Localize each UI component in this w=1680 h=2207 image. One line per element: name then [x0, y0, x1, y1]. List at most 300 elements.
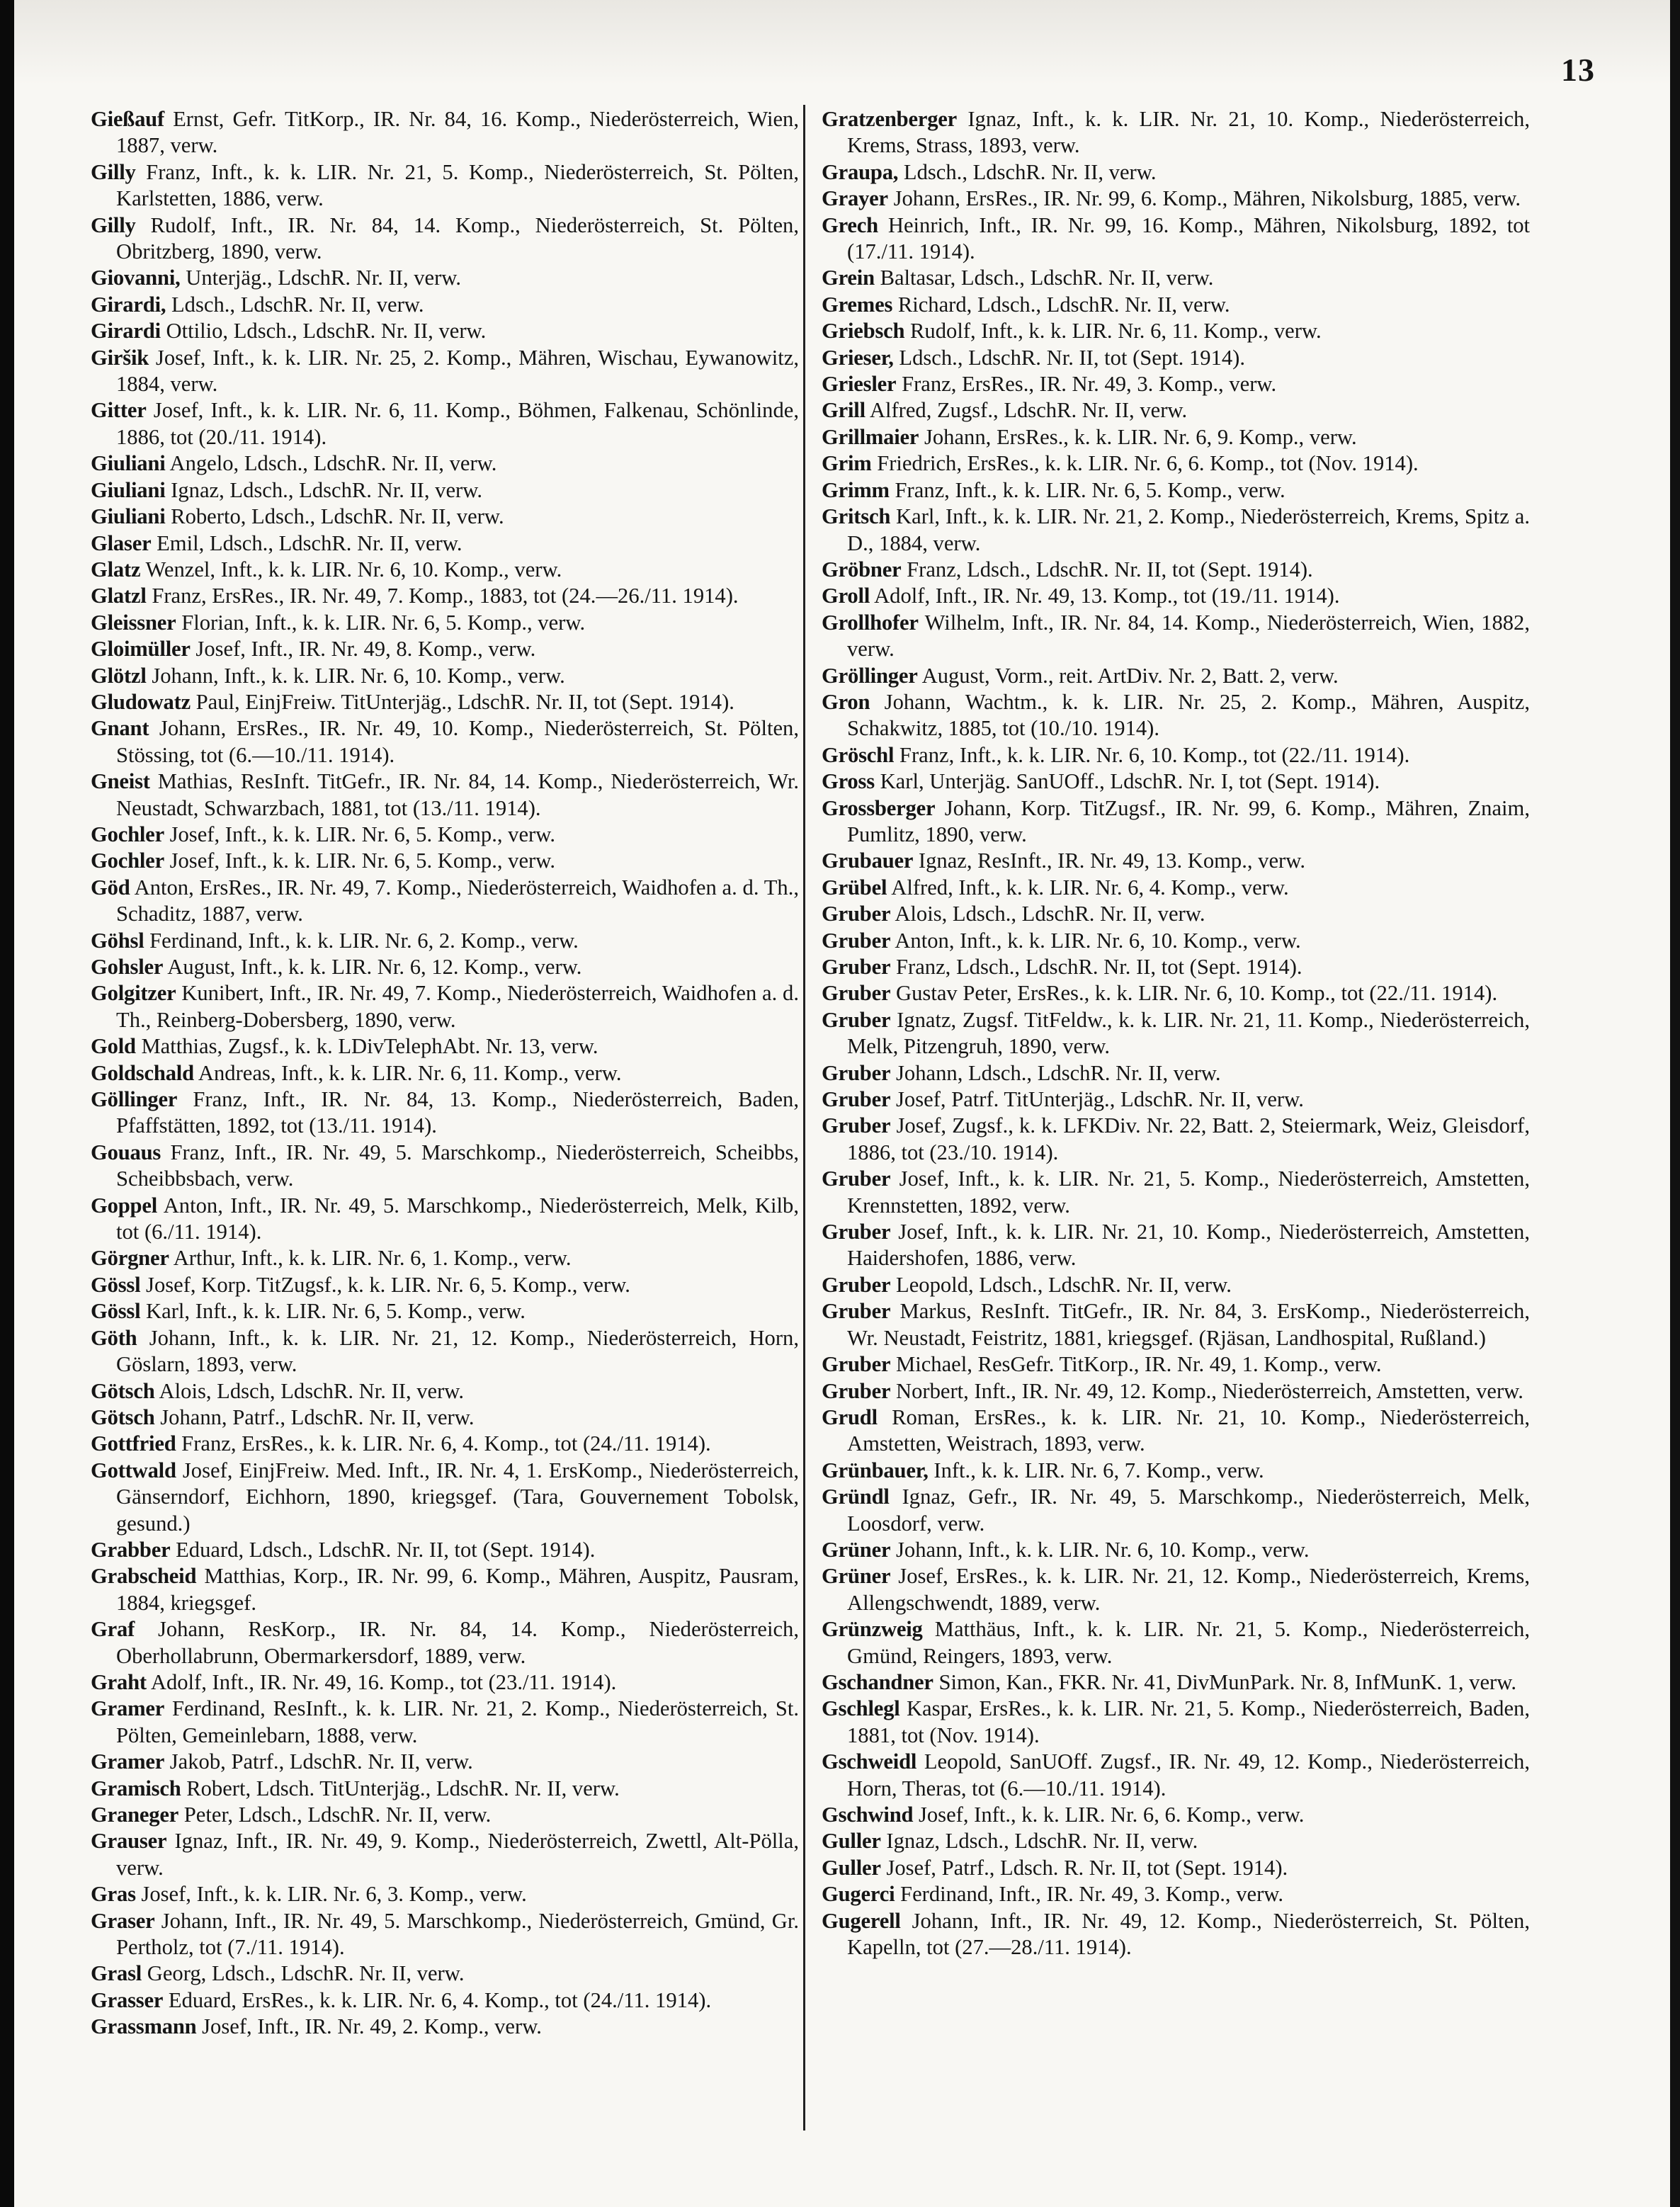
entry-details: Ignaz, Inft., IR. Nr. 49, 9. Komp., Niederösterreich, Zwettl, Alt-Pölla, verw.	[116, 1829, 799, 1880]
entry-surname: Glatzl	[91, 584, 147, 608]
entry-details: Matthäus, Inft., k. k. LIR. Nr. 21, 5. Komp., Niederösterreich, Gmünd, Reingers, 1893, verw.	[847, 1617, 1530, 1668]
entry-surname: Gröllinger	[822, 663, 918, 688]
entry-details: Rudolf, Inft., IR. Nr. 84, 14. Komp., Niederösterreich, St. Pölten, Obritzberg, 1890, verw.	[116, 212, 799, 264]
entry-details: Inft., k. k. LIR. Nr. 6, 7. Komp., verw.	[928, 1458, 1264, 1482]
entry-details: Ferdinand, Inft., IR. Nr. 49, 3. Komp., verw.	[895, 1882, 1284, 1907]
entry-details: Josef, EinjFreiw. Med. Inft., IR. Nr. 4, 1. ErsKomp., Niederösterreich, Gänserndorf, Eichhorn, 1890, kriegsgef. (Tara, Gouvernement Tobolsk, gesund.)	[116, 1458, 799, 1536]
list-entry	[91, 980, 799, 1033]
entry-details: Wilhelm, Inft., IR. Nr. 84, 14. Komp., Niederösterreich, Wien, 1882, verw.	[847, 610, 1530, 662]
entry-surname: Gold	[91, 1034, 136, 1059]
entry-surname: Gschwind	[822, 1803, 914, 1827]
entry-details: Johann, Inft., k. k. LIR. Nr. 21, 12. Komp., Niederösterreich, Horn, Göslarn, 1893, verw.	[116, 1325, 799, 1377]
entry-surname: Grabber	[91, 1537, 171, 1562]
entry-details: Paul, EinjFreiw. TitUnterjäg., LdschR. Nr. II, tot (Sept. 1914).	[190, 689, 734, 714]
entry-surname: Guller	[822, 1829, 881, 1854]
entry-surname: Girardi	[91, 319, 161, 344]
list-entry	[91, 106, 799, 159]
entry-details: Anton, Inft., IR. Nr. 49, 5. Marschkomp., Niederösterreich, Melk, Kilb, tot (6./11. 1914).	[116, 1193, 799, 1244]
entry-surname: Gruber	[822, 981, 891, 1006]
list-entry	[91, 1378, 799, 1405]
list-entry	[822, 159, 1530, 186]
entry-details: Baltasar, Ldsch., LdschR. Nr. II, verw.	[874, 266, 1214, 290]
list-entry	[822, 610, 1530, 663]
entry-details: Ignatz, Zugsf. TitFeldw., k. k. LIR. Nr. 21, 11. Komp., Niederösterreich, Melk, Pitzengruh, 1890, verw.	[847, 1007, 1530, 1059]
list-entry	[91, 1881, 799, 1907]
entry-surname: Göd	[91, 875, 130, 900]
list-entry	[822, 1484, 1530, 1537]
list-entry	[91, 822, 799, 848]
list-entry	[822, 795, 1530, 849]
entry-details: Gustav Peter, ErsRes., k. k. LIR. Nr. 6, 10. Komp., tot (22./11. 1914).	[890, 981, 1498, 1006]
entry-surname: Girardi,	[91, 292, 166, 317]
list-entry	[91, 212, 799, 266]
entry-details: Johann, ResKorp., IR. Nr. 84, 14. Komp., Niederösterreich, Oberhollabrunn, Obermarkersdorf, 1889, verw.	[116, 1617, 799, 1668]
entry-surname: Glötzl	[91, 663, 147, 688]
list-entry	[822, 1908, 1530, 1961]
list-entry	[91, 1669, 799, 1696]
entry-details: Johann, ErsRes., IR. Nr. 99, 6. Komp., Mähren, Nikolsburg, 1885, verw.	[887, 186, 1521, 211]
entry-details: Peter, Ldsch., LdschR. Nr. II, verw.	[178, 1803, 492, 1827]
entry-details: Johann, Inft., IR. Nr. 49, 5. Marschkomp., Niederösterreich, Gmünd, Gr. Pertholz, tot (7./11. 1914).	[116, 1908, 799, 1960]
list-entry	[822, 397, 1530, 424]
entry-surname: Gilly	[91, 212, 136, 237]
list-entry	[91, 583, 799, 609]
entry-details: August, Inft., k. k. LIR. Nr. 6, 12. Komp., verw.	[163, 955, 582, 979]
list-entry	[822, 1563, 1530, 1616]
list-entry	[91, 715, 799, 768]
entry-surname: Gras	[91, 1882, 136, 1907]
page-number: 13	[1561, 52, 1595, 88]
list-entry	[91, 1537, 799, 1563]
entry-details: Adolf, Inft., IR. Nr. 49, 13. Komp., tot (19./11. 1914).	[870, 584, 1340, 608]
list-entry	[91, 1802, 799, 1828]
entry-details: Friedrich, ErsRes., k. k. LIR. Nr. 6, 6. Komp., tot (Nov. 1914).	[871, 451, 1419, 476]
entry-surname: Gneist	[91, 769, 150, 794]
entry-details: Heinrich, Inft., IR. Nr. 99, 16. Komp., Mähren, Nikolsburg, 1892, tot (17./11. 1914).	[847, 212, 1530, 264]
list-entry	[91, 1987, 799, 2014]
entry-details: Franz, ErsRes., IR. Nr. 49, 3. Komp., verw.	[896, 372, 1277, 397]
list-entry	[822, 1087, 1530, 1113]
entry-surname: Grüner	[822, 1537, 891, 1562]
list-entry	[822, 1828, 1530, 1854]
entry-surname: Gramer	[91, 1696, 165, 1721]
list-entry	[91, 345, 799, 398]
entry-details: Anton, Inft., k. k. LIR. Nr. 6, 10. Komp., verw.	[890, 928, 1301, 953]
entry-surname: Giovanni,	[91, 266, 181, 290]
entry-details: Kaspar, ErsRes., k. k. LIR. Nr. 21, 5. Komp., Niederösterreich, Baden, 1881, tot (Nov. 1914).	[847, 1696, 1530, 1747]
entry-details: Josef, Inft., IR. Nr. 49, 8. Komp., verw.	[190, 637, 536, 662]
entry-details: Florian, Inft., k. k. LIR. Nr. 6, 5. Komp., verw.	[176, 610, 586, 635]
entry-details: Johann, Inft., k. k. LIR. Nr. 6, 10. Komp., verw.	[890, 1537, 1310, 1562]
entry-surname: Grech	[822, 212, 878, 237]
entry-details: Josef, Patrf. TitUnterjäg., LdschR. Nr. II, verw.	[890, 1087, 1304, 1112]
entry-details: Robert, Ldsch. TitUnterjäg., LdschR. Nr. II, verw.	[181, 1776, 620, 1800]
entry-surname: Gschandner	[822, 1669, 933, 1694]
entry-surname: Gugerci	[822, 1882, 895, 1907]
entry-surname: Gludowatz	[91, 689, 191, 714]
list-entry	[91, 1087, 799, 1140]
entry-surname: Gruber	[822, 1352, 891, 1377]
list-entry	[91, 159, 799, 212]
entry-details: Johann, ErsRes., IR. Nr. 49, 10. Komp., Niederösterreich, St. Pölten, Stössing, tot (6.—10./11. 1914).	[116, 716, 799, 767]
entry-surname: Grayer	[822, 186, 888, 211]
entry-surname: Görgner	[91, 1246, 169, 1271]
entry-surname: Göth	[91, 1325, 137, 1350]
scan-left-border	[0, 0, 14, 2207]
entry-surname: Graht	[91, 1669, 147, 1694]
entry-details: Franz, Inft., k. k. LIR. Nr. 6, 10. Komp., tot (22./11. 1914).	[894, 742, 1410, 767]
entry-surname: Giršik	[91, 345, 149, 370]
list-entry	[822, 663, 1530, 689]
entry-details: Ignaz, Ldsch., LdschR. Nr. II, verw.	[165, 477, 482, 502]
list-entry	[822, 954, 1530, 980]
list-entry	[91, 1272, 799, 1298]
entry-details: Richard, Ldsch., LdschR. Nr. II, verw.	[892, 292, 1230, 317]
entry-details: Rudolf, Inft., k. k. LIR. Nr. 6, 11. Komp., verw.	[904, 319, 1322, 344]
list-entry	[91, 1458, 799, 1537]
entry-details: Markus, ResInft. TitGefr., IR. Nr. 84, 3. ErsKomp., Niederösterreich, Wr. Neustadt, Feistritz, 1881, kriegsgef. (Rjäsan, Landhospital, Rußland.)	[847, 1299, 1530, 1350]
entry-details: Roberto, Ldsch., LdschR. Nr. II, verw.	[165, 504, 504, 529]
entry-surname: Groll	[822, 584, 870, 608]
entry-surname: Gottfried	[91, 1431, 176, 1456]
entry-details: Franz, Ldsch., LdschR. Nr. II, tot (Sept. 1914).	[890, 955, 1302, 979]
entry-details: Franz, Inft., IR. Nr. 49, 5. Marschkomp., Niederösterreich, Scheibbs, Scheibbsbach, verw.	[116, 1140, 799, 1191]
list-entry	[91, 265, 799, 291]
entry-surname: Gitter	[91, 398, 147, 423]
entry-details: Kunibert, Inft., IR. Nr. 49, 7. Komp., Niederösterreich, Waidhofen a. d. Th., Reinberg-Dobersberg, 1890, verw.	[116, 981, 799, 1032]
entry-details: Johann, Korp. TitZugsf., IR. Nr. 99, 6. Komp., Mähren, Znaim, Pumlitz, 1890, verw.	[847, 795, 1530, 846]
entry-surname: Gleissner	[91, 610, 176, 635]
entry-details: Ldsch., LdschR. Nr. II, verw.	[898, 159, 1157, 184]
list-entry	[91, 292, 799, 318]
list-entry	[91, 477, 799, 504]
entry-details: Ferdinand, Inft., k. k. LIR. Nr. 6, 2. Komp., verw.	[144, 928, 579, 953]
entry-surname: Graupa,	[822, 159, 899, 184]
entry-surname: Grollhofer	[822, 610, 919, 635]
entry-surname: Guller	[822, 1855, 881, 1880]
entry-surname: Gruber	[822, 1060, 891, 1085]
entry-surname: Gruber	[822, 1220, 891, 1244]
entry-surname: Giuliani	[91, 504, 166, 529]
entry-surname: Gössl	[91, 1299, 141, 1324]
list-entry	[91, 1563, 799, 1616]
entry-surname: Gschlegl	[822, 1696, 900, 1721]
list-entry	[822, 901, 1530, 927]
list-entry	[822, 1458, 1530, 1484]
entry-surname: Gritsch	[822, 504, 891, 529]
entry-details: Leopold, Ldsch., LdschR. Nr. II, verw.	[890, 1272, 1232, 1297]
entry-surname: Gröbner	[822, 557, 902, 581]
entry-surname: Grünbauer,	[822, 1458, 929, 1482]
entry-details: Josef, ErsRes., k. k. LIR. Nr. 21, 12. Komp., Niederösterreich, Krems, Allengschwendt, 1889, verw.	[847, 1564, 1530, 1615]
entry-details: Josef, Inft., k. k. LIR. Nr. 21, 5. Komp., Niederösterreich, Amstetten, Krennstetten, 1892, verw.	[847, 1167, 1530, 1218]
entry-surname: Graf	[91, 1617, 135, 1642]
entry-details: Ferdinand, ResInft., k. k. LIR. Nr. 21, 2. Komp., Niederösterreich, St. Pölten, Gemeinlebarn, 1888, verw.	[116, 1696, 799, 1747]
entry-details: Ignaz, Inft., k. k. LIR. Nr. 21, 10. Komp., Niederösterreich, Krems, Strass, 1893, verw.	[847, 107, 1530, 158]
entry-surname: Gruber	[822, 1007, 891, 1032]
entry-surname: Gratzenberger	[822, 107, 958, 131]
entry-details: Johann, Ldsch., LdschR. Nr. II, verw.	[890, 1060, 1221, 1085]
entry-details: Karl, Inft., k. k. LIR. Nr. 6, 5. Komp., verw.	[140, 1299, 526, 1324]
list-entry	[822, 1405, 1530, 1458]
list-entry	[91, 1828, 799, 1881]
list-entry	[822, 345, 1530, 371]
list-entry	[91, 954, 799, 980]
entry-details: Alois, Ldsch, LdschR. Nr. II, verw.	[154, 1378, 465, 1403]
entry-details: Franz, Ldsch., LdschR. Nr. II, tot (Sept. 1914).	[901, 557, 1313, 581]
list-entry	[822, 1298, 1530, 1351]
entry-surname: Grasl	[91, 1961, 142, 1986]
entry-details: Eduard, Ldsch., LdschR. Nr. II, tot (Sept. 1914).	[170, 1537, 596, 1562]
entry-surname: Goldschald	[91, 1060, 194, 1085]
entry-surname: Grabscheid	[91, 1564, 197, 1589]
list-entry	[822, 742, 1530, 768]
list-entry	[91, 1616, 799, 1669]
entry-surname: Götsch	[91, 1405, 155, 1429]
list-entry	[822, 1378, 1530, 1405]
list-entry	[822, 1616, 1530, 1669]
list-entry	[91, 1431, 799, 1457]
entry-surname: Grein	[822, 266, 875, 290]
list-entry	[822, 265, 1530, 291]
entry-surname: Goppel	[91, 1193, 158, 1218]
list-entry	[91, 531, 799, 557]
entry-details: Josef, Inft., k. k. LIR. Nr. 6, 3. Komp., verw.	[135, 1882, 527, 1907]
entry-surname: Götsch	[91, 1378, 155, 1403]
entry-details: Ignaz, Ldsch., LdschR. Nr. II, verw.	[880, 1829, 1198, 1854]
entry-details: Franz, Inft., k. k. LIR. Nr. 21, 5. Komp., Niederösterreich, St. Pölten, Karlstetten, 1886, verw.	[116, 159, 799, 211]
entry-details: Josef, Inft., IR. Nr. 49, 2. Komp., verw.	[196, 2014, 542, 2039]
list-entry	[822, 1802, 1530, 1828]
list-entry	[91, 504, 799, 530]
entry-details: Michael, ResGefr. TitKorp., IR. Nr. 49, 1. Komp., verw.	[890, 1352, 1382, 1377]
entry-surname: Grim	[822, 451, 872, 476]
entry-details: Franz, Inft., k. k. LIR. Nr. 6, 5. Komp., verw.	[889, 477, 1285, 502]
entry-details: Norbert, Inft., IR. Nr. 49, 12. Komp., Niederösterreich, Amstetten, verw.	[890, 1378, 1523, 1403]
list-entry	[91, 1245, 799, 1271]
entry-details: Alfred, Zugsf., LdschR. Nr. II, verw.	[865, 398, 1188, 423]
list-entry	[91, 768, 799, 822]
entry-surname: Gloimüller	[91, 637, 191, 662]
entry-details: Josef, Inft., k. k. LIR. Nr. 25, 2. Komp., Mähren, Wischau, Eywanowitz, 1884, verw.	[116, 345, 799, 397]
list-entry	[91, 1405, 799, 1431]
list-entry	[822, 424, 1530, 450]
entry-surname: Gruber	[822, 1272, 891, 1297]
entry-details: Johann, Inft., k. k. LIR. Nr. 6, 10. Komp., verw.	[146, 663, 565, 688]
list-entry	[822, 477, 1530, 504]
list-entry	[91, 610, 799, 636]
entry-surname: Göhsl	[91, 928, 144, 953]
entry-surname: Grieser,	[822, 345, 894, 370]
entry-surname: Gruber	[822, 902, 891, 926]
entry-details: Karl, Unterjäg. SanUOff., LdschR. Nr. I, tot (Sept. 1914).	[874, 769, 1380, 794]
list-entry	[822, 768, 1530, 795]
entry-details: Eduard, ErsRes., k. k. LIR. Nr. 6, 4. Komp., tot (24./11. 1914).	[163, 1987, 712, 2012]
entry-surname: Grasser	[91, 1987, 164, 2012]
entry-surname: Gramer	[91, 1749, 165, 1774]
list-entry	[91, 1140, 799, 1193]
entry-surname: Grill	[822, 398, 865, 423]
list-entry	[822, 1537, 1530, 1563]
list-entry	[822, 1219, 1530, 1272]
list-entry	[822, 318, 1530, 344]
list-entry	[91, 397, 799, 450]
list-entry	[822, 1855, 1530, 1881]
list-entry	[91, 1908, 799, 1961]
list-entry	[822, 186, 1530, 212]
list-entry	[822, 928, 1530, 954]
list-entry	[91, 1749, 799, 1775]
entry-details: Ignaz, ResInft., IR. Nr. 49, 13. Komp., verw.	[913, 849, 1305, 873]
entry-details: Jakob, Patrf., LdschR. Nr. II, verw.	[164, 1749, 473, 1774]
entry-details: Simon, Kan., FKR. Nr. 41, DivMunPark. Nr. 8, InfMunK. 1, verw.	[933, 1669, 1516, 1694]
list-entry	[91, 1961, 799, 1987]
entry-details: Matthias, Korp., IR. Nr. 99, 6. Komp., Mähren, Auspitz, Pausram, 1884, kriegsgef.	[116, 1564, 799, 1615]
entry-surname: Gießauf	[91, 107, 164, 131]
entry-surname: Gründl	[822, 1485, 890, 1509]
entry-details: Georg, Ldsch., LdschR. Nr. II, verw.	[142, 1961, 465, 1986]
entry-surname: Gruber	[822, 1378, 891, 1403]
list-entry	[91, 1193, 799, 1246]
entry-details: Josef, Patrf., Ldsch. R. Nr. II, tot (Sept. 1914).	[880, 1855, 1288, 1880]
entry-details: Franz, ErsRes., k. k. LIR. Nr. 6, 4. Komp., tot (24./11. 1914).	[176, 1431, 711, 1456]
entry-surname: Gremes	[822, 292, 893, 317]
entry-details: August, Vorm., reit. ArtDiv. Nr. 2, Batt. 2, verw.	[917, 663, 1339, 688]
entry-details: Alois, Ldsch., LdschR. Nr. II, verw.	[890, 902, 1205, 926]
entry-surname: Gössl	[91, 1272, 141, 1297]
entry-details: Josef, Inft., k. k. LIR. Nr. 6, 5. Komp., verw.	[164, 822, 555, 846]
entry-surname: Gohsler	[91, 955, 164, 979]
entry-details: Johann, Wachtm., k. k. LIR. Nr. 25, 2. Komp., Mähren, Auspitz, Schakwitz, 1885, tot (10./10. 1914).	[847, 689, 1530, 741]
entry-surname: Gross	[822, 769, 875, 794]
column-divider	[803, 105, 805, 2131]
list-entry	[822, 1351, 1530, 1378]
list-entry	[822, 1007, 1530, 1060]
entry-surname: Gschweidl	[822, 1749, 917, 1774]
entry-details: Ignaz, Gefr., IR. Nr. 49, 5. Marschkomp., Niederösterreich, Melk, Loosdorf, verw.	[847, 1485, 1530, 1536]
list-entry	[91, 1298, 799, 1324]
entry-surname: Golgitzer	[91, 981, 176, 1006]
entry-details: Arthur, Inft., k. k. LIR. Nr. 6, 1. Komp., verw.	[169, 1246, 572, 1271]
entry-surname: Graser	[91, 1908, 155, 1933]
list-entry	[822, 1881, 1530, 1907]
entry-surname: Gouaus	[91, 1140, 161, 1164]
entry-details: Matthias, Zugsf., k. k. LDivTelephAbt. Nr. 13, verw.	[135, 1034, 598, 1059]
entry-details: Unterjäg., LdschR. Nr. II, verw.	[180, 266, 462, 290]
list-entry	[91, 1325, 799, 1378]
entry-surname: Grubauer	[822, 849, 914, 873]
entry-surname: Gilly	[91, 159, 136, 184]
entry-details: Ldsch., LdschR. Nr. II, tot (Sept. 1914).	[893, 345, 1246, 370]
entry-surname: Graneger	[91, 1803, 179, 1827]
entry-details: Johann, Patrf., LdschR. Nr. II, verw.	[154, 1405, 475, 1429]
entry-surname: Göllinger	[91, 1087, 178, 1112]
entry-surname: Giuliani	[91, 477, 166, 502]
entry-details: Adolf, Inft., IR. Nr. 49, 16. Komp., tot (23./11. 1914).	[146, 1669, 617, 1694]
entry-details: Johann, ErsRes., k. k. LIR. Nr. 6, 9. Komp., verw.	[919, 424, 1357, 449]
scan-right-border	[1670, 0, 1680, 2207]
entry-surname: Grauser	[91, 1829, 167, 1854]
list-entry	[91, 557, 799, 583]
entry-surname: Gruber	[822, 955, 891, 979]
entry-surname: Gochler	[91, 849, 164, 873]
list-entry	[822, 1669, 1530, 1696]
entry-details: Alfred, Inft., k. k. LIR. Nr. 6, 4. Komp., verw.	[887, 875, 1289, 900]
list-entry	[91, 848, 799, 874]
list-entry	[822, 583, 1530, 609]
entry-details: Mathias, ResInft. TitGefr., IR. Nr. 84, 14. Komp., Niederösterreich, Wr. Neustadt, Schwarzbach, 1881, tot (13./11. 1914).	[116, 769, 799, 820]
list-entry	[822, 371, 1530, 397]
entry-surname: Grübel	[822, 875, 887, 900]
list-entry	[91, 1033, 799, 1060]
entry-surname: Grudl	[822, 1405, 878, 1429]
list-entry	[91, 663, 799, 689]
entry-surname: Gugerell	[822, 1908, 901, 1933]
entry-details: Josef, Korp. TitZugsf., k. k. LIR. Nr. 6, 5. Komp., verw.	[140, 1272, 630, 1297]
entry-details: Andreas, Inft., k. k. LIR. Nr. 6, 11. Komp., verw.	[193, 1060, 622, 1085]
entry-surname: Gochler	[91, 822, 164, 846]
entry-details: Emil, Ldsch., LdschR. Nr. II, verw.	[151, 531, 462, 555]
entry-details: Johann, Inft., IR. Nr. 49, 12. Komp., Niederösterreich, St. Pölten, Kapelln, tot (27.—28./11. 1914).	[847, 1908, 1530, 1960]
list-entry	[822, 1166, 1530, 1219]
entry-details: Ottilio, Ldsch., LdschR. Nr. II, verw.	[160, 319, 487, 344]
list-entry	[822, 1060, 1530, 1087]
list-entry	[91, 689, 799, 715]
list-entry	[822, 1749, 1530, 1802]
list-entry	[91, 1696, 799, 1749]
entry-surname: Giuliani	[91, 451, 166, 476]
list-entry	[822, 980, 1530, 1006]
entry-details: Anton, ErsRes., IR. Nr. 49, 7. Komp., Niederösterreich, Waidhofen a. d. Th., Schaditz, 1887, verw.	[116, 875, 799, 926]
list-entry	[822, 504, 1530, 557]
entry-details: Ldsch., LdschR. Nr. II, verw.	[166, 292, 424, 317]
list-entry	[91, 875, 799, 928]
entry-surname: Grüner	[822, 1564, 891, 1589]
entry-surname: Gruber	[822, 1113, 891, 1138]
list-entry	[91, 636, 799, 662]
list-entry	[91, 928, 799, 954]
entry-details: Karl, Inft., k. k. LIR. Nr. 21, 2. Komp., Niederösterreich, Krems, Spitz a. D., 1884, verw.	[847, 504, 1530, 555]
list-entry	[822, 450, 1530, 477]
entry-surname: Griebsch	[822, 319, 905, 344]
entry-details: Josef, Inft., k. k. LIR. Nr. 21, 10. Komp., Niederösterreich, Amstetten, Haidershofen, 1886, verw.	[847, 1220, 1530, 1271]
list-entry	[822, 875, 1530, 901]
entry-surname: Gruber	[822, 1087, 891, 1112]
entry-surname: Grimm	[822, 477, 890, 502]
entry-surname: Grünzweig	[822, 1617, 923, 1642]
list-entry	[91, 1060, 799, 1087]
entry-surname: Grillmaier	[822, 424, 919, 449]
list-entry	[822, 106, 1530, 159]
entry-details: Josef, Inft., k. k. LIR. Nr. 6, 6. Komp., verw.	[913, 1803, 1305, 1827]
entry-details: Josef, Inft., k. k. LIR. Nr. 6, 11. Komp., Böhmen, Falkenau, Schönlinde, 1886, tot (20./11. 1914).	[116, 398, 799, 449]
entry-surname: Gruber	[822, 1299, 891, 1324]
entry-details: Angelo, Ldsch., LdschR. Nr. II, verw.	[165, 451, 497, 476]
list-entry	[822, 1272, 1530, 1298]
list-entry	[91, 318, 799, 344]
list-entry	[822, 292, 1530, 318]
list-entry	[91, 1776, 799, 1802]
entry-surname: Glatz	[91, 557, 141, 581]
list-entry	[822, 557, 1530, 583]
entry-details: Ernst, Gefr. TitKorp., IR. Nr. 84, 16. Komp., Niederösterreich, Wien, 1887, verw.	[116, 107, 799, 158]
entry-surname: Gröschl	[822, 742, 895, 767]
list-entry	[822, 689, 1530, 742]
entry-surname: Gruber	[822, 1167, 891, 1191]
right-column	[822, 106, 1530, 1961]
list-entry	[822, 1696, 1530, 1749]
entry-details: Josef, Zugsf., k. k. LFKDiv. Nr. 22, Batt. 2, Steiermark, Weiz, Gleisdorf, 1886, tot (23./10. 1914).	[847, 1113, 1530, 1164]
